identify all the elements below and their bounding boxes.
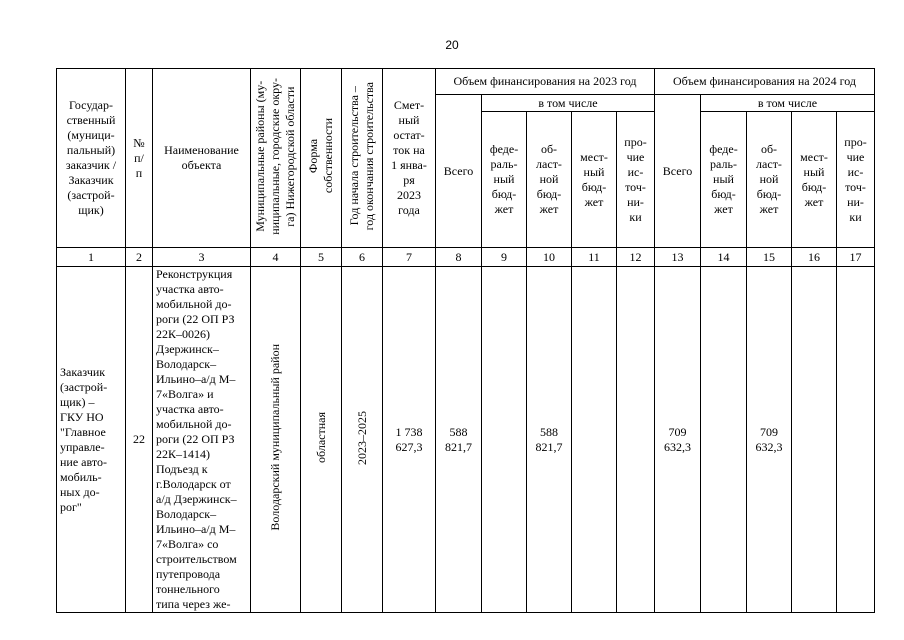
- row-total-2024: 709 632,3: [655, 267, 701, 613]
- row-object-name: Реконструкция участка авто- мобильной до- роги (22 ОП РЗ 22К–0026) Дзержинск– Володарск– Ильино–а/д М– 7«Волга» и участка авто- мобильной до- роги (22 ОП РЗ 22К–1414) Подъезд к г.Володарск от а/д Дзержинск– Володарск– Ильино–а/д М– 7«Волга» со строительством путепровода тоннельного типа через же-: [153, 267, 251, 613]
- header-local-2023: мест- ный бюд- жет: [572, 112, 617, 248]
- row-customer: Заказчик (застрой- щик) – ГКУ НО "Главное управле- ние авто- мобиль- ных до- рог": [57, 267, 126, 613]
- header-financing-2024: Объем финансирования на 2024 год: [655, 69, 875, 95]
- column-number: 3: [153, 248, 251, 267]
- table-row: [57, 267, 875, 613]
- header-ownership-cell: [301, 69, 342, 248]
- row-federal-2023: [482, 267, 527, 613]
- header-customer: Государ- ственный (муници- пальный) заказчик / Заказчик (застрой- щик): [57, 69, 126, 248]
- row-municipality: Володарский муниципальный район: [268, 344, 282, 531]
- column-number: 17: [837, 248, 875, 267]
- column-number: 6: [342, 248, 383, 267]
- header-incl-2024: в том числе: [701, 95, 875, 112]
- row-number: 22: [126, 267, 153, 613]
- header-municipality: Муниципальные районы (му- ниципальные, городские окру- га) Нижегородской области: [253, 77, 297, 235]
- header-years-cell: [342, 69, 383, 248]
- row-years: 2023–2025: [354, 410, 369, 465]
- header-object-name: Наименование объекта: [153, 69, 251, 248]
- header-federal-2024: феде- раль- ный бюд- жет: [701, 112, 747, 248]
- row-local-2024: [792, 267, 837, 613]
- row-ownership-cell: [301, 267, 342, 613]
- column-number-row: [57, 248, 875, 267]
- column-number: 13: [655, 248, 701, 267]
- header-number: № п/ п: [126, 69, 153, 248]
- row-federal-2024: [701, 267, 747, 613]
- header-other-2023: про- чие ис- точ- ни- ки: [617, 112, 655, 248]
- header-local-2024: мест- ный бюд- жет: [792, 112, 837, 248]
- header-federal-2023: феде- раль- ный бюд- жет: [482, 112, 527, 248]
- row-other-2023: [617, 267, 655, 613]
- row-regional-2024: 709 632,3: [747, 267, 792, 613]
- header-financing-2023: Объем финансирования на 2023 год: [436, 69, 655, 95]
- column-number: 15: [747, 248, 792, 267]
- header-regional-2023: об- ласт- ной бюд- жет: [527, 112, 572, 248]
- financing-table: [56, 68, 875, 613]
- column-number: 4: [251, 248, 301, 267]
- header-remainder: Смет- ный остат- ток на 1 янва- ря 2023 года: [383, 69, 436, 248]
- row-remainder: 1 738 627,3: [383, 267, 436, 613]
- header-years: Год начала строительства – год окончания строительства: [347, 81, 376, 231]
- column-number: 16: [792, 248, 837, 267]
- column-number: 8: [436, 248, 482, 267]
- header-incl-2023: в том числе: [482, 95, 655, 112]
- column-number: 11: [572, 248, 617, 267]
- row-regional-2023: 588 821,7: [527, 267, 572, 613]
- header-total-2024: Всего: [655, 95, 701, 248]
- row-total-2023: 588 821,7: [436, 267, 482, 613]
- column-number: 12: [617, 248, 655, 267]
- row-local-2023: [572, 267, 617, 613]
- row-ownership: областная: [313, 412, 328, 463]
- header-ownership: Форма собственности: [306, 118, 335, 194]
- column-number: 2: [126, 248, 153, 267]
- row-municipality-cell: [251, 267, 301, 613]
- row-other-2024: [837, 267, 875, 613]
- column-number: 9: [482, 248, 527, 267]
- page-number: 20: [445, 38, 459, 52]
- column-number: 1: [57, 248, 126, 267]
- row-years-cell: [342, 267, 383, 613]
- column-number: 5: [301, 248, 342, 267]
- column-number: 7: [383, 248, 436, 267]
- column-number: 14: [701, 248, 747, 267]
- header-municipality-cell: [251, 69, 301, 248]
- header-regional-2024: об- ласт- ной бюд- жет: [747, 112, 792, 248]
- column-number: 10: [527, 248, 572, 267]
- header-total-2023: Всего: [436, 95, 482, 248]
- header-other-2024: про- чие ис- точ- ни- ки: [837, 112, 875, 248]
